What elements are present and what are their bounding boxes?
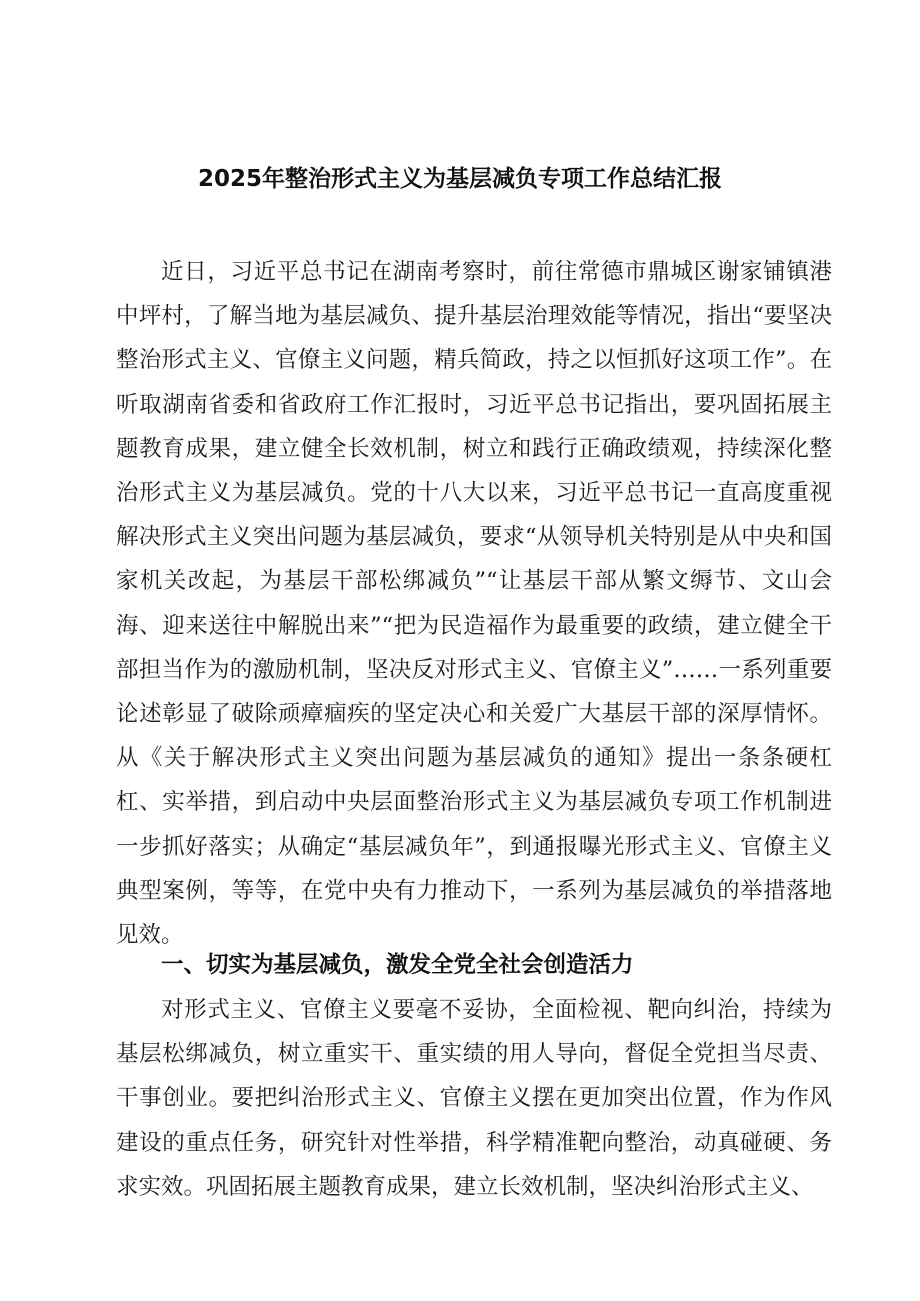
section-heading: 一、切实为基层减负，激发全党全社会创造活力: [161, 952, 634, 978]
intro-paragraph: 近日，习近平总书记在湖南考察时，前往常德市鼎城区谢家铺镇港中坪村，了解当地为基层减负、提升基层治理效能等情况，指出“要坚决整治形式主义、官僚主义问题，精兵简政，持之以恒抓好这项工作”。在听取湖南省委和省政府工作汇报时，习近平总书记指出，要巩固拓展主题教育成果，建立健全长效机制，树立和践行正确政绩观，持续深化整治形式主义为基层减负。党的十八大以来，习近平总书记一直高度重视解决形式主义突出问题为基层减负，要求“从领导机关特别是从中央和国家机关改起，为基层干部松绑减负”“让基层干部从繁文缛节、文山会海、迎来送往中解脱出来”“把为民造福作为最重要的政绩，建立健全干部担当作为的激励机制，坚决反对形式主义、官僚主义”……一系列重要论述彰显了破除顽瘴痼疾的坚定决心和关爱广大基层干部的深厚情怀。从《关于解决形式主义突出问题为基层减负的通知》提出一条条硬杠杠、实举措，到启动中央层面整治形式主义为基层减负专项工作机制进一步抓好落实；从确定“基层减负年”，到通报曝光形式主义、官僚主义典型案例，等等，在党中央有力推动下，一系列为基层减负的举措落地见效。: [116, 259, 832, 949]
document-title: 2025年整治形式主义为基层减负专项工作总结汇报: [197, 166, 722, 192]
section-paragraph: 对形式主义、官僚主义要毫不妥协，全面检视、靶向纠治，持续为基层松绑减负，树立重实干、重实绩的用人导向，督促全党担当尽责、干事创业。要把纠治形式主义、官僚主义摆在更加突出位置，作为作风建设的重点任务，研究针对性举措，科学精准靶向整治，动真碰硬、务求实效。巩固拓展主题教育成果，建立长效机制，坚决纠治形式主义、: [116, 997, 832, 1200]
